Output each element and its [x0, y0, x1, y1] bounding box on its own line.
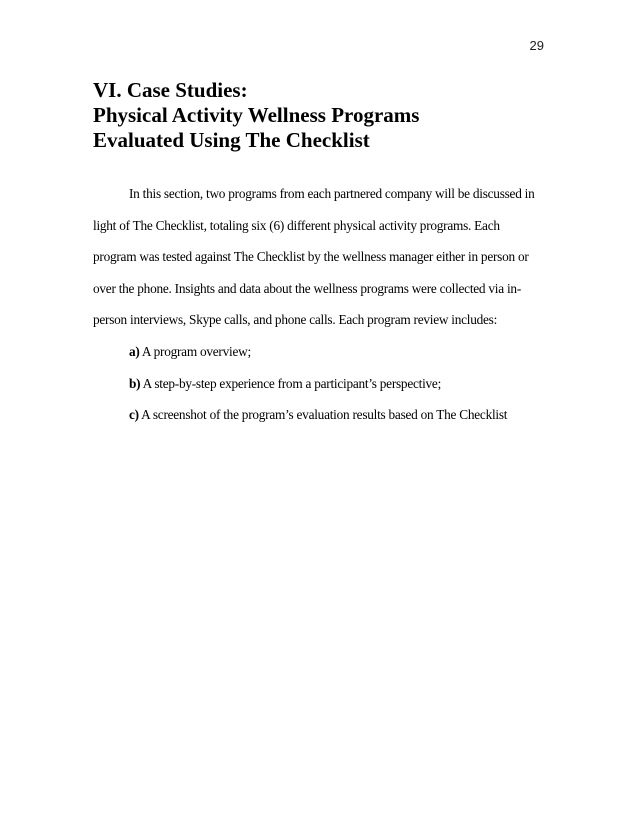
list-item-text: A screenshot of the program’s evaluation results based on The Checklist	[138, 407, 508, 423]
list-marker: b)	[129, 375, 141, 391]
list-item-b	[93, 368, 553, 400]
paragraph-line: over the phone. Insights and data about the wellness programs were collected via in-	[93, 280, 521, 296]
list-item-text: A program overview;	[139, 343, 251, 359]
heading-line-2: Physical Activity Wellness Programs	[93, 103, 420, 127]
list-marker: a)	[129, 343, 140, 359]
paragraph-line: In this section, two programs from each partnered company will be discussed in	[129, 186, 535, 201]
page-number: 29	[529, 38, 544, 53]
list-item-a	[93, 336, 553, 368]
body-text	[93, 178, 553, 431]
list-item-text: A step-by-step experience from a participant’s perspective;	[140, 375, 442, 391]
heading-line-1: VI. Case Studies:	[93, 78, 248, 102]
list-marker: c)	[129, 407, 139, 423]
paragraph-line: program was tested against The Checklist by the wellness manager either in person or	[93, 249, 529, 265]
section-heading	[93, 78, 563, 153]
list-item-c	[93, 399, 553, 431]
heading-line-3: Evaluated Using The Checklist	[93, 128, 370, 152]
paragraph-line: light of The Checklist, totaling six (6) different physical activity programs. Each	[93, 217, 500, 233]
paragraph-line: person interviews, Skype calls, and phone calls. Each program review includes:	[93, 312, 498, 328]
